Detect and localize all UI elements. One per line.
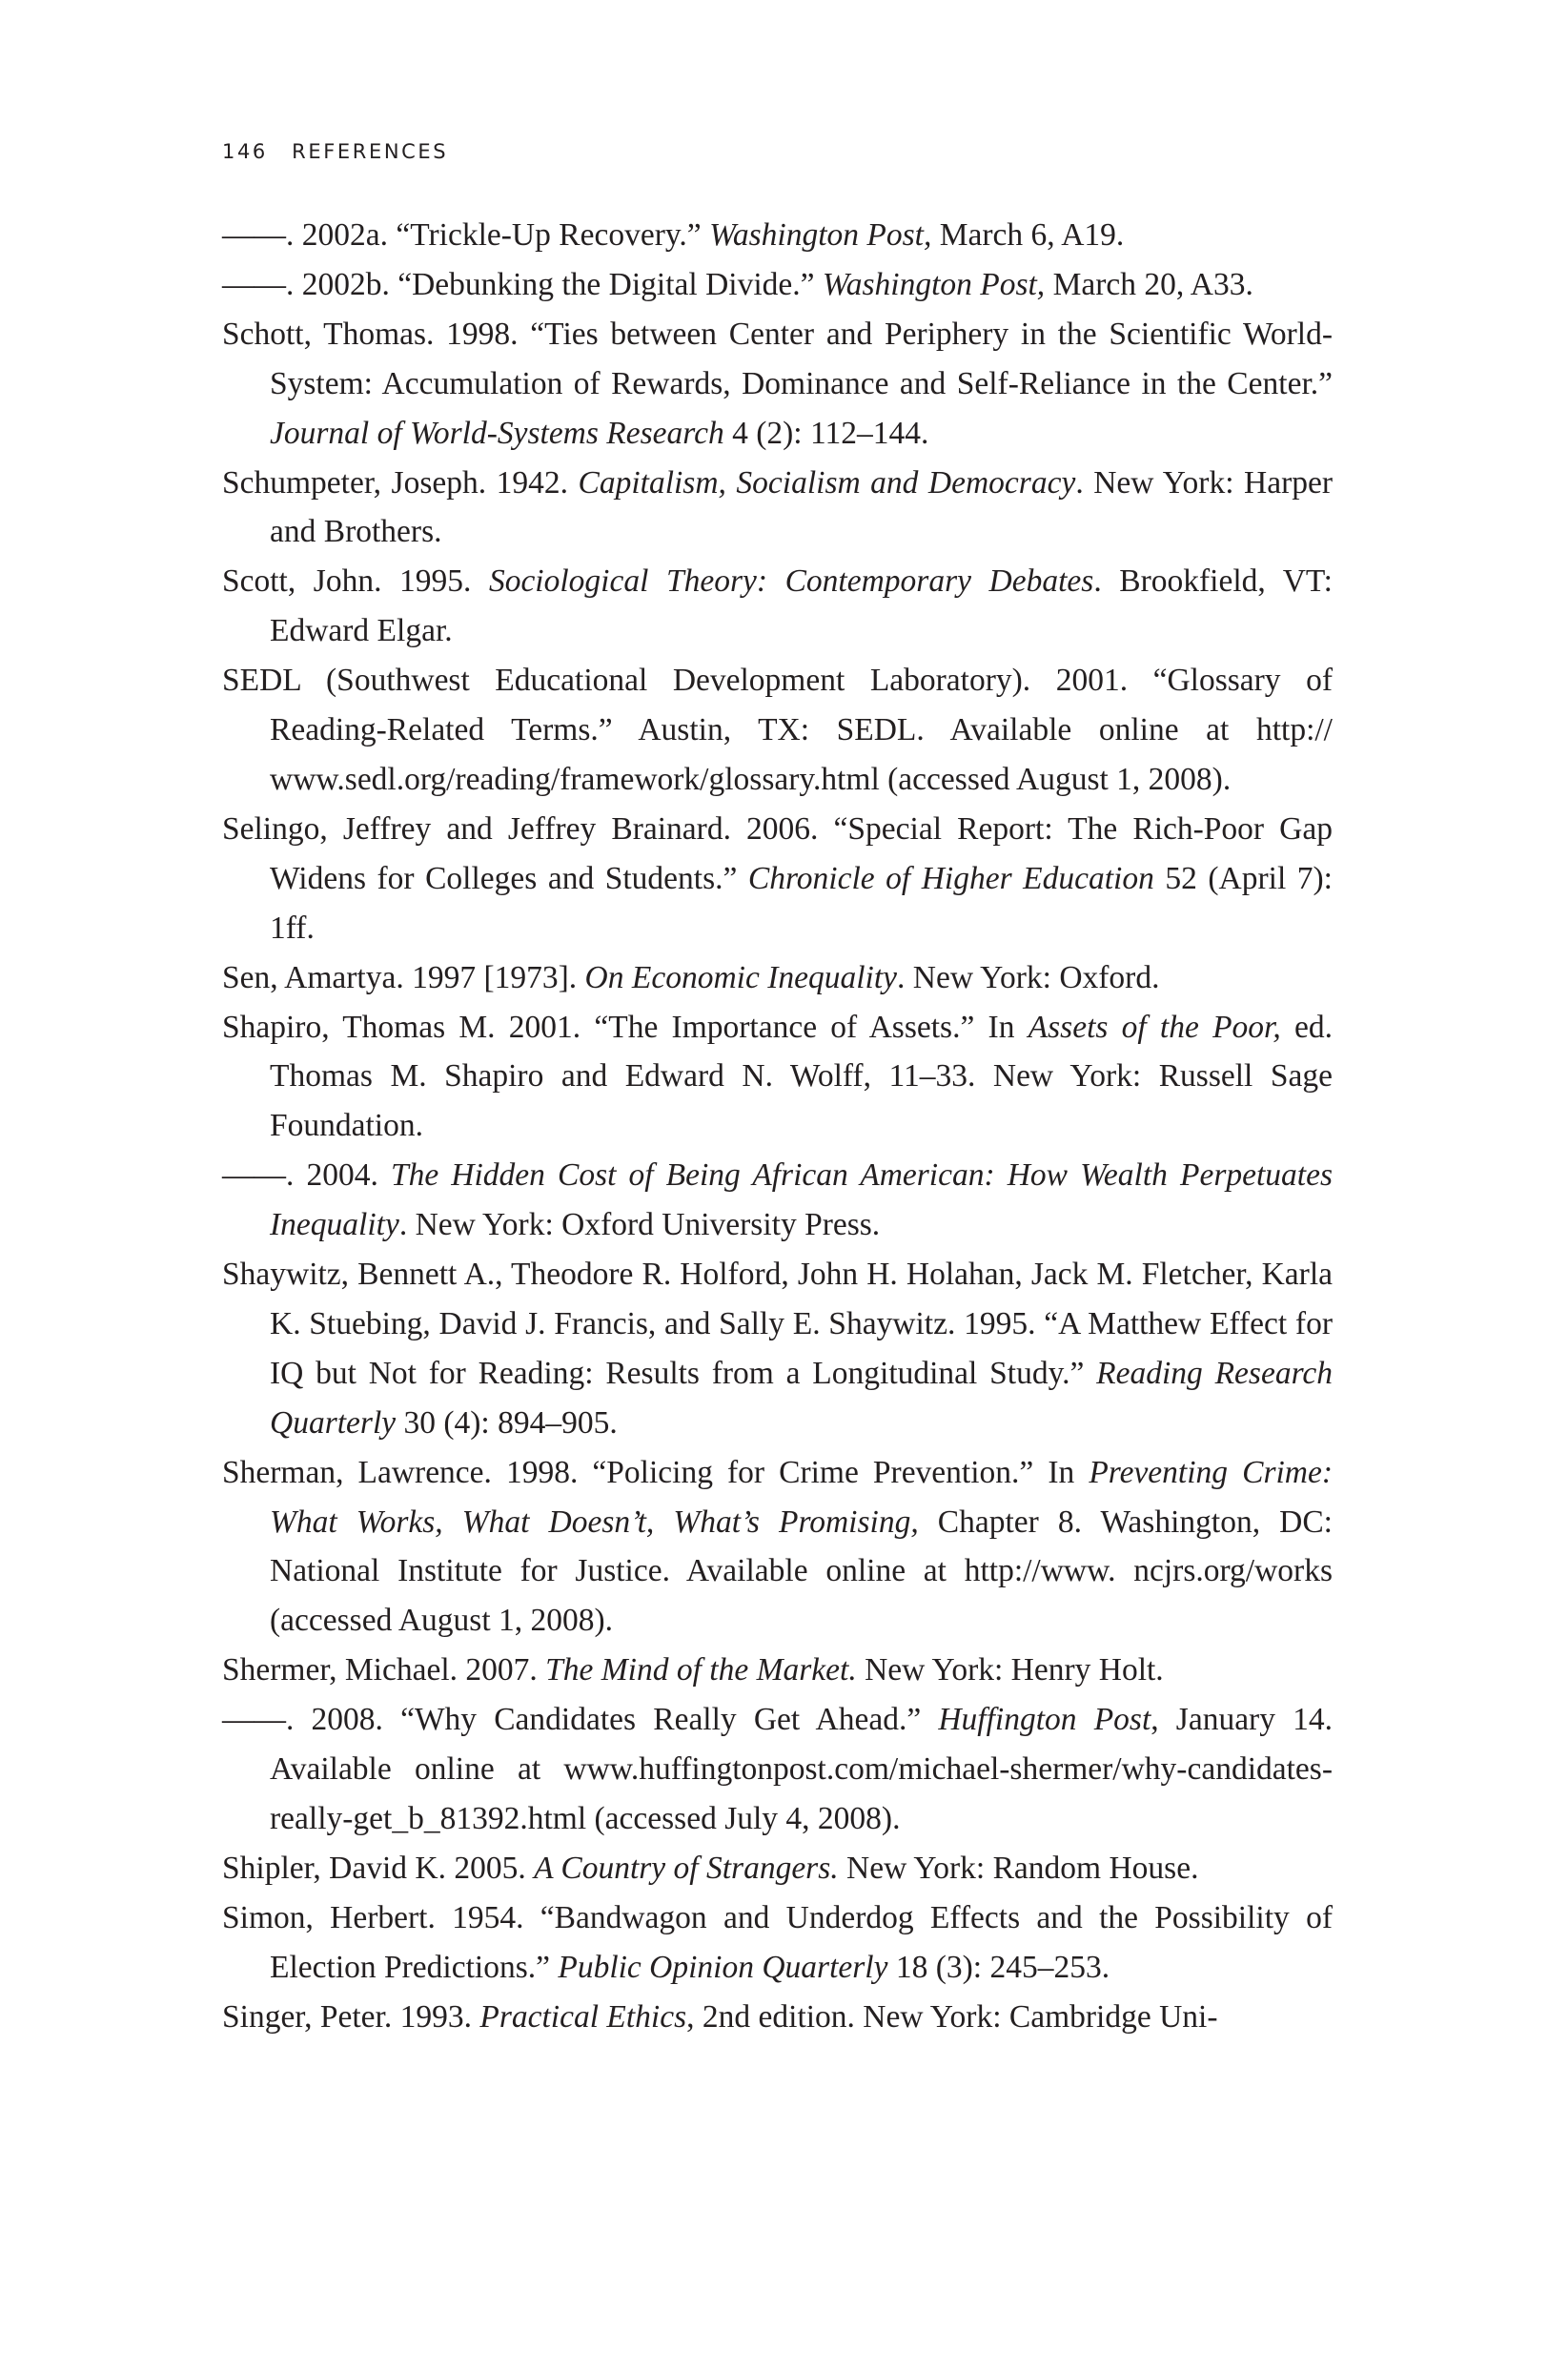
reference-text: Shipler, David K. 2005.	[222, 1850, 535, 1886]
reference-text: ——. 2004.	[222, 1157, 391, 1194]
reference-title-italic: Huffington Post	[938, 1702, 1151, 1738]
reference-entry	[222, 656, 1333, 805]
reference-text: 18 (3): 245–253.	[887, 1949, 1110, 1985]
reference-text: . New York: Oxford.	[897, 959, 1160, 995]
reference-text: Shermer, Michael. 2007.	[222, 1652, 546, 1688]
reference-text: 4 (2): 112–144.	[723, 415, 929, 451]
reference-entry	[222, 953, 1333, 1003]
reference-title-italic: The Hidden Cost of Being African American: How Wealth Perpetuates Inequality	[270, 1157, 1334, 1243]
reference-title-italic: Journal of World-Systems Research	[270, 415, 724, 451]
reference-text: Sherman, Lawrence. 1998. “Policing for Crime Prevention.” In	[222, 1454, 1089, 1490]
reference-title-italic: Preventing Crime: What Works, What Doesn’t, What’s Promising,	[270, 1454, 1334, 1540]
reference-entry	[222, 459, 1333, 558]
reference-entry	[222, 1646, 1333, 1695]
page-number: 146	[222, 140, 268, 163]
reference-title-italic: The Mind of the Market.	[545, 1652, 857, 1688]
running-head	[222, 140, 448, 163]
reference-list	[222, 211, 1333, 2042]
reference-text: New York: Henry Holt.	[856, 1652, 1164, 1688]
reference-text: ——. 2008. “Why Candidates Really Get Ahead.”	[222, 1702, 939, 1738]
reference-entry	[222, 1844, 1333, 1893]
reference-text: New York: Random House.	[838, 1850, 1199, 1886]
reference-text: 30 (4): 894–905.	[396, 1404, 618, 1441]
reference-text: Schott, Thomas. 1998. “Ties between Center and Periphery in the Scientific World- System: Accumulation of Rewards, Dominance and Self-Reliance in the Center.”	[222, 316, 1333, 401]
reference-entry	[222, 310, 1333, 459]
reference-text: . New York: Oxford University Press.	[398, 1207, 881, 1243]
reference-entry	[222, 805, 1333, 953]
reference-text: 52 (April 7): 1ff.	[270, 860, 1333, 946]
reference-text: Singer, Peter. 1993.	[222, 1998, 480, 2035]
reference-entry	[222, 1695, 1333, 1844]
reference-entry	[222, 1250, 1333, 1448]
reference-text: March 6, A19.	[931, 217, 1125, 253]
reference-entry	[222, 211, 1333, 260]
reference-entry	[222, 1003, 1333, 1152]
reference-text: ——. 2002a. “Trickle-Up Recovery.”	[222, 217, 710, 253]
reference-text: . Brookfield, VT: Edward Elgar.	[270, 563, 1333, 649]
reference-title-italic: Assets of the Poor,	[1028, 1009, 1281, 1045]
reference-entry	[222, 557, 1333, 656]
reference-entry	[222, 1893, 1333, 1993]
reference-entry	[222, 1993, 1333, 2042]
reference-title-italic: Practical Ethics	[479, 1998, 687, 2035]
reference-title-italic: Sociological Theory: Contemporary Debates	[488, 563, 1094, 600]
reference-entry	[222, 1151, 1333, 1250]
reference-entry	[222, 1448, 1333, 1647]
reference-text: SEDL (Southwest Educational Development Laboratory). 2001. “Glossary of Reading-Related Terms.” Austin, TX: SEDL. Available online at http:// www.sedl.org/reading/framework/glossary.html (accessed August 1, 2008).	[222, 663, 1333, 797]
reference-text: . New York: Harper and Brothers.	[270, 464, 1333, 550]
reference-text: ed. Thomas M. Shapiro and Edward N. Wolff, 11–33. New York: Russell Sage Foundation.	[270, 1009, 1333, 1144]
reference-text: Shaywitz, Bennett A., Theodore R. Holford, John H. Holahan, Jack M. Fletcher, Karla K. Stuebing, David J. Francis, and Sally E. Shaywitz. 1995. “A Matthew Effect for IQ but Not for Reading: Results from a Longitudinal Study.”	[222, 1257, 1333, 1391]
reference-title-italic: A Country of Strangers.	[534, 1850, 839, 1886]
reference-text: Chapter 8. Washington, DC: National Institute for Justice. Available online at http://www. ncjrs.org/works (accessed August 1, 2008).	[270, 1504, 1333, 1639]
reference-title-italic: Washington Post,	[822, 266, 1046, 302]
reference-text: March 20, A33.	[1045, 266, 1253, 302]
reference-title-italic: Capitalism, Socialism and Democracy	[578, 464, 1076, 501]
reference-text: Shapiro, Thomas M. 2001. “The Importance of Assets.” In	[222, 1009, 1028, 1045]
reference-text: Schumpeter, Joseph. 1942.	[222, 464, 579, 501]
reference-text: , January 14. Available online at www.huffingtonpost.com/michael-shermer/why-candidates- really-get_b_81392.html (accessed July 4, 2008).	[270, 1702, 1333, 1836]
reference-text: Simon, Herbert. 1954. “Bandwagon and Underdog Effects and the Possibility of Election Predictions.”	[222, 1899, 1333, 1985]
reference-title-italic: Chronicle of Higher Education	[747, 860, 1154, 896]
reference-text: Scott, John. 1995.	[222, 563, 489, 600]
reference-text: Selingo, Jeffrey and Jeffrey Brainard. 2006. “Special Report: The Rich-Poor Gap Widens for Colleges and Students.”	[222, 810, 1333, 896]
reference-text: Sen, Amartya. 1997 [1973].	[222, 959, 585, 995]
reference-text: , 2nd edition. New York: Cambridge Uni-	[686, 1998, 1218, 2035]
reference-title-italic: Washington Post,	[709, 217, 932, 253]
reference-title-italic: On Economic Inequality	[584, 959, 898, 995]
section-title: REFERENCES	[292, 140, 449, 163]
reference-title-italic: Reading Research Quarterly	[270, 1355, 1333, 1441]
reference-title-italic: Public Opinion Quarterly	[558, 1949, 888, 1985]
reference-entry	[222, 260, 1333, 310]
reference-text: ——. 2002b. “Debunking the Digital Divide.”	[222, 266, 823, 302]
